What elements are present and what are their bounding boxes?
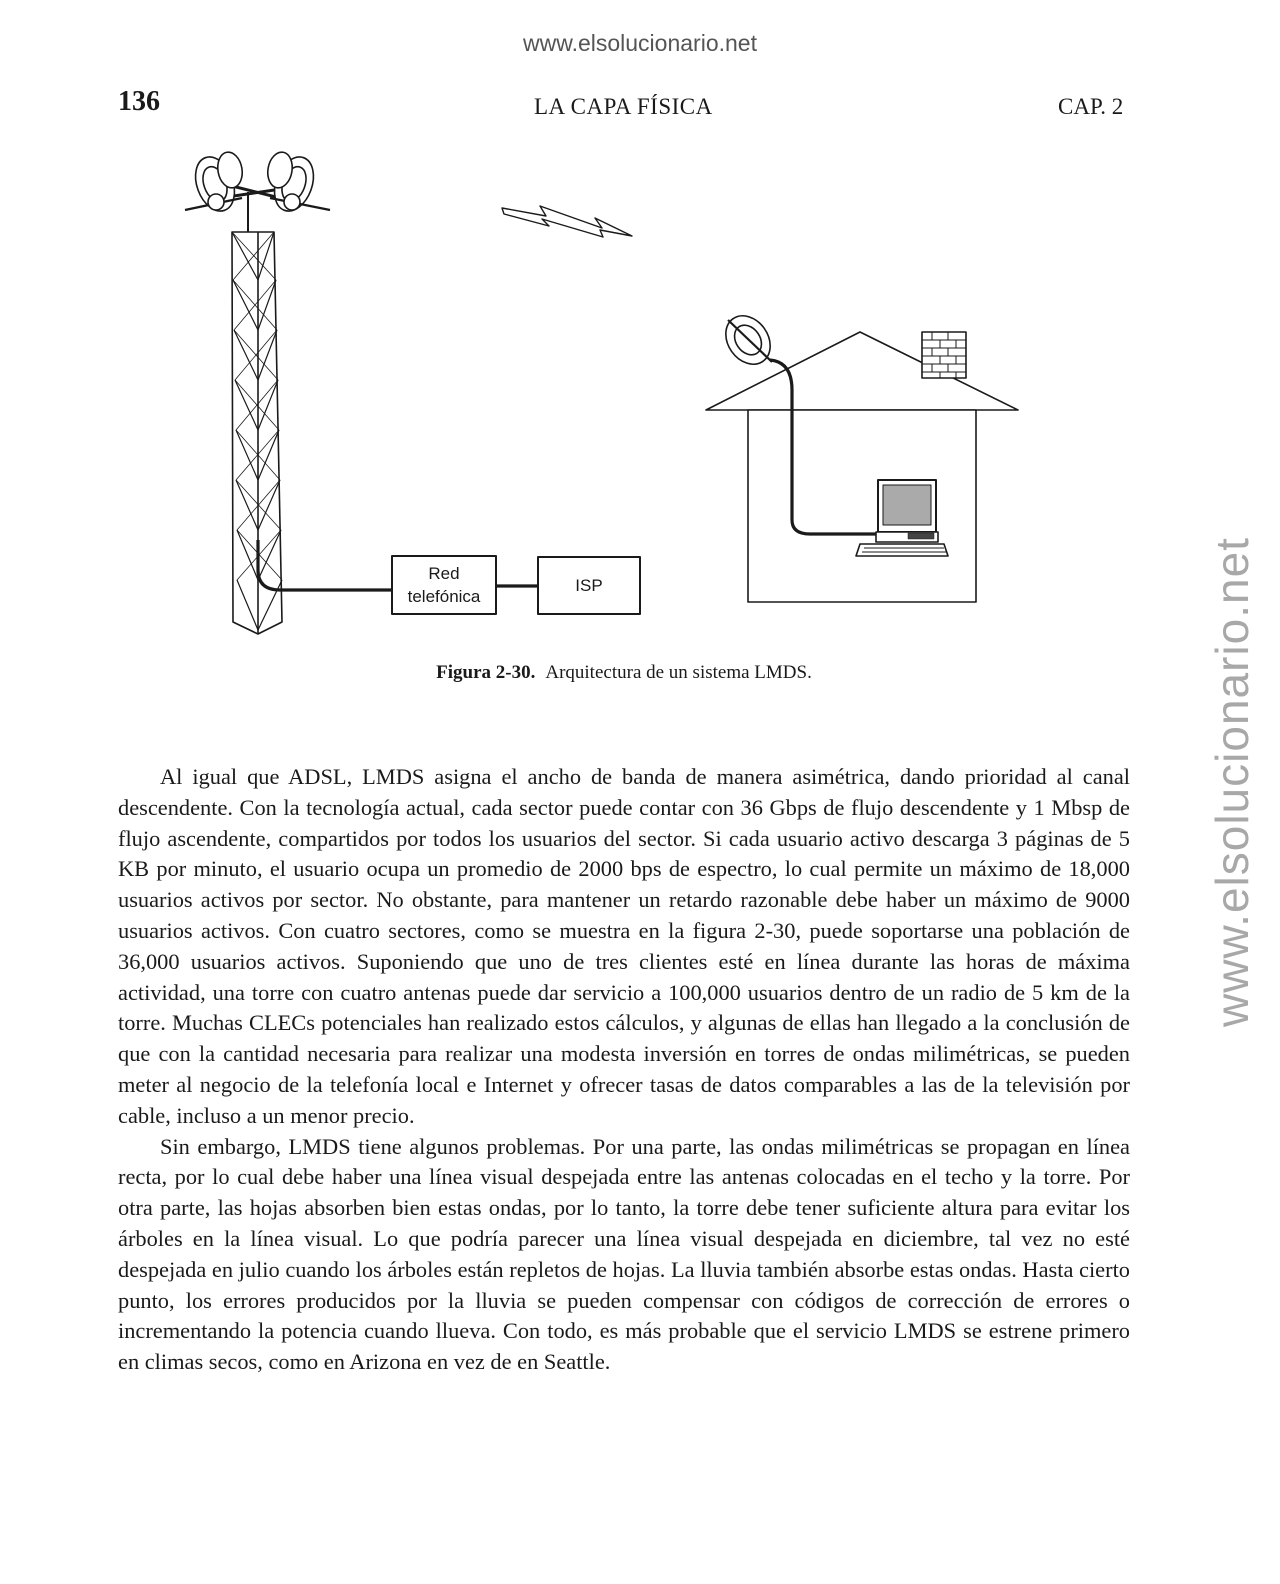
wireless-signal-bolt (502, 206, 632, 237)
house-dish-antenna (717, 307, 780, 373)
red-telefonica-label-line1: Red (428, 564, 460, 583)
running-head-title: LA CAPA FÍSICA (534, 94, 713, 119)
caption-number: Figura 2-30. (436, 662, 536, 683)
lmds-architecture-figure (170, 140, 1050, 650)
tower-dish-antenna (215, 150, 295, 190)
red-telefonica-label-line2: telefónica (407, 587, 481, 606)
paragraph: Al igual que ADSL, LMDS asigna el ancho de banda de manera asimétrica, dando prioridad al canal descendente. Con la tecnología actual, cada sector puede contar con 36 Gbps de flujo descendente y 1 Mbsp de flujo ascendente, compartidos por todos los usuarios del sector. Si cada usuario activo descarga 3 páginas de 5 KB por minuto, el usuario ocupa un promedio de 2000 bps de espectro, lo cual permite un máximo de 18,000 usuarios activos por sector. No obstante, para mantener un retardo razonable debe haber un máximo de 9000 usuarios activos. Con cuatro sectores, como se muestra en la figura 2-30, puede soportarse una población de 36,000 usuarios activos. Suponiendo que uno de tres clientes esté en línea durante las horas de máxima actividad, una torre con cuatro antenas puede dar servicio a 100,000 usuarios dentro de un radio de 5 km de la torre. Muchas CLECs potenciales han realizado estos cálculos, y algunas de ellas han llegado a la conclusión de que con la cantidad necesaria para realizar una modesta inversión en torres de ondas milimétricas, se pueden meter al negocio de la telefonía local e Internet y ofrecer tasas de datos comparables a las de la televisión por cable, incluso a un menor precio. (118, 764, 1130, 1128)
watermark-url-top: www.elsolucionario.net (523, 30, 757, 56)
body-text (118, 762, 1130, 1378)
watermark-url-side: www.elsolucionario.net (1206, 537, 1258, 1027)
figure-caption (0, 662, 1248, 684)
isp-label: ISP (575, 576, 603, 595)
chapter-label: CAP. 2 (1058, 94, 1124, 119)
house (706, 332, 1018, 602)
caption-text: Arquitectura de un sistema LMDS. (545, 662, 812, 683)
page-number: 136 (118, 86, 160, 117)
chimney (922, 332, 966, 378)
paragraph: Sin embargo, LMDS tiene algunos problemas. Por una parte, las ondas milimétricas se propagan en línea recta, por lo cual debe haber una línea visual despejada entre las antenas colocadas en el techo y la torre. Por otra parte, las hojas absorben bien estas ondas, por lo tanto, la torre debe tener suficiente altura para evitar los árboles en la línea visual. Lo que podría parecer una línea visual despejada en diciembre, tal vez no esté despejada en julio cuando los árboles están repletos de hojas. La lluvia también absorbe estas ondas. Hasta cierto punto, los errores producidos por la lluvia se pueden compensar con códigos de corrección de errores o incrementando la potencia cuando llueva. Con todo, es más probable que el servicio LMDS se estrene primero en climas secos, como en Arizona en vez de en Seattle. (118, 1133, 1130, 1375)
transmission-tower (220, 184, 288, 634)
